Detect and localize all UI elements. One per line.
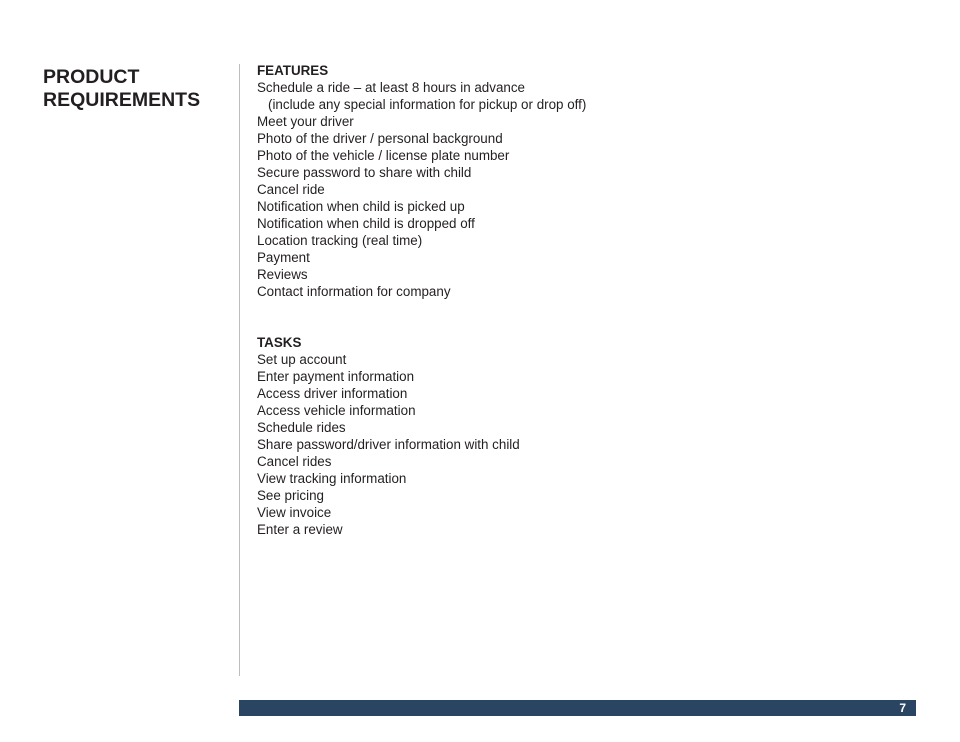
list-item: (include any special information for pickup or drop off) (268, 97, 587, 112)
list-item: Notification when child is dropped off (257, 216, 475, 231)
list-item: See pricing (257, 488, 324, 503)
vertical-divider (239, 64, 240, 676)
list-item: Set up account (257, 352, 347, 367)
list-item: Enter a review (257, 522, 343, 537)
list-item: Access driver information (257, 386, 408, 401)
list-item: Meet your driver (257, 114, 354, 129)
requirements-content (257, 62, 917, 538)
list-item: Schedule rides (257, 420, 346, 435)
footer-bar (239, 700, 916, 716)
page-number: 7 (899, 701, 906, 715)
list-item: Notification when child is picked up (257, 199, 465, 214)
list-item: Location tracking (real time) (257, 233, 423, 248)
list-item: Contact information for company (257, 284, 451, 299)
list-item: Enter payment information (257, 369, 415, 384)
section-spacer (257, 300, 917, 334)
list-item: Payment (257, 250, 310, 265)
tasks-list (257, 351, 917, 538)
list-item: Access vehicle information (257, 403, 416, 418)
list-item: View invoice (257, 505, 332, 520)
page-title-line-1: PRODUCT (43, 66, 140, 88)
list-item: Share password/driver information with child (257, 437, 520, 452)
list-item: Photo of the driver / personal background (257, 131, 503, 146)
features-section (257, 62, 917, 300)
list-item: Cancel ride (257, 182, 325, 197)
tasks-section (257, 334, 917, 538)
list-item: Secure password to share with child (257, 165, 472, 180)
list-item: Schedule a ride – at least 8 hours in advance (257, 80, 525, 95)
list-item: Reviews (257, 267, 308, 282)
list-item: View tracking information (257, 471, 407, 486)
tasks-heading: TASKS (257, 335, 302, 350)
features-heading: FEATURES (257, 63, 329, 78)
page-title-line-2: REQUIREMENTS (43, 89, 201, 111)
page-title (43, 66, 223, 112)
list-item: Cancel rides (257, 454, 332, 469)
list-item: Photo of the vehicle / license plate number (257, 148, 510, 163)
features-list (257, 79, 917, 300)
